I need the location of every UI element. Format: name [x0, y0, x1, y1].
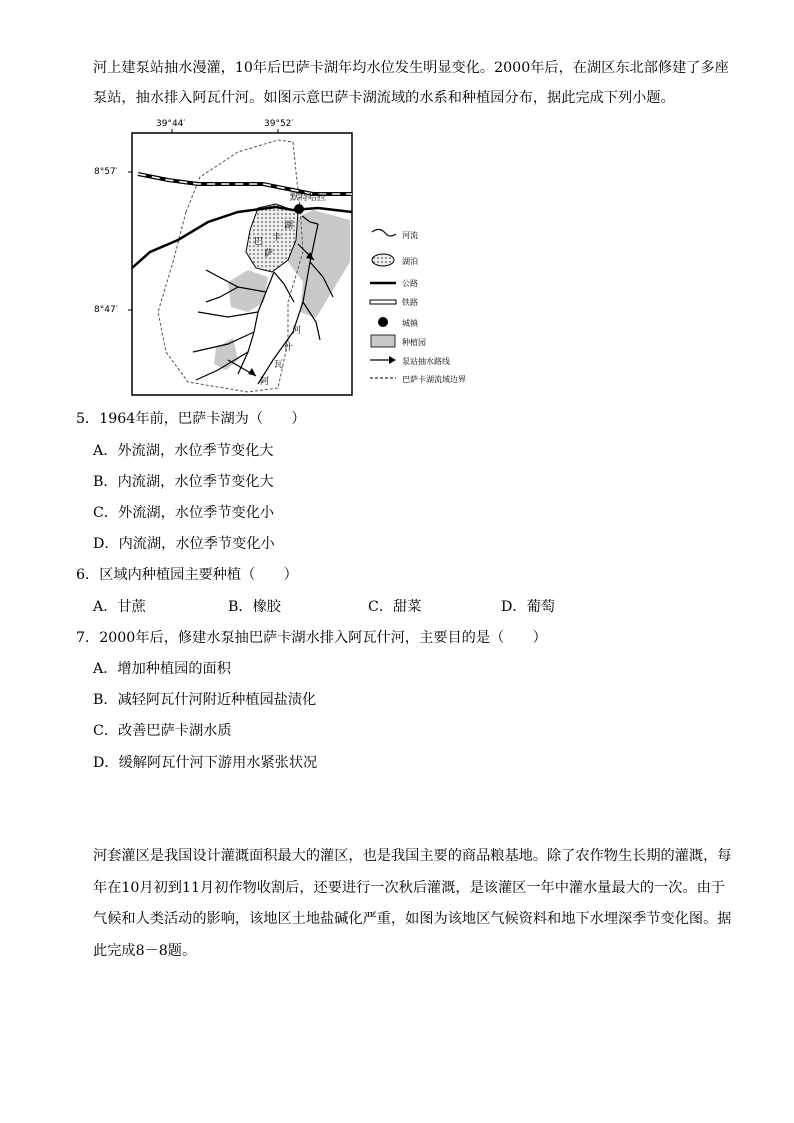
legend-town: 城镇: [402, 319, 418, 328]
coord-lat1: 8°57′: [94, 167, 118, 177]
legend-plantation-symbol: [371, 335, 395, 347]
q5-option-d[interactable]: D．内流湖，水位季节变化小: [93, 536, 275, 552]
legend-rail-symbol: [370, 300, 396, 304]
lake-label-1: 巴: [254, 237, 264, 247]
town-marker: [294, 204, 304, 214]
legend-plantation: 种植园: [402, 338, 426, 347]
river-label-1: 河: [292, 326, 302, 336]
legend-rail: 铁路: [402, 298, 418, 307]
legend-lake-symbol: [372, 254, 394, 266]
intro-line-2: 泵站，抽水排入阿瓦什河。如图示意巴萨卡湖流域的水系和种植园分布，据此完成下列小题。: [93, 90, 675, 106]
river-label-4: 阿: [260, 377, 270, 387]
q5-option-c[interactable]: C．外流湖，水位季节变化小: [93, 505, 275, 521]
lake-label-2: 萨: [264, 249, 274, 259]
passage2-line-3: 气候和人类活动的影响，该地区土地盐碱化严重，如图为该地区气候资料和地下水埋深季节变化图。据: [93, 911, 732, 927]
legend-town-symbol: [378, 317, 388, 327]
town-label: 默特哈拉: [290, 193, 327, 203]
q7-option-b[interactable]: B．减轻阿瓦什河附近种植园盐渍化: [93, 692, 317, 708]
legend-lake: 湖泊: [402, 257, 418, 266]
passage2-line-1: 河套灌区是我国设计灌溉面积最大的灌区，也是我国主要的商品粮基地。除了农作物生长期的灌溉，每: [93, 848, 732, 864]
q7-stem: 7．2000年后，修建水泵抽巴萨卡湖水排入阿瓦什河，主要目的是（ ）: [76, 630, 547, 646]
coord-lon2: 39°52′: [264, 119, 294, 129]
lake-label-3: 卡: [272, 233, 282, 243]
coord-lat2: 8°47′: [94, 305, 118, 315]
q5-option-b[interactable]: B．内流湖，水位季节变化大: [93, 474, 274, 490]
legend-river-symbol: [372, 229, 396, 236]
legend: [370, 229, 466, 384]
legend-river: 河流: [402, 231, 418, 240]
q7-option-c[interactable]: C．改善巴萨卡湖水质: [93, 723, 232, 739]
legend-pump: 泵站抽水路线: [402, 357, 450, 366]
q6-option-d[interactable]: D．葡萄: [501, 599, 555, 615]
q5-option-a[interactable]: A．外流湖，水位季节变化大: [93, 443, 274, 459]
basaka-lake-map: [88, 112, 508, 397]
q6-stem: 6．区域内种植园主要种植（ ）: [76, 567, 298, 583]
q6-option-b[interactable]: B．橡胶: [228, 599, 281, 615]
q7-option-d[interactable]: D．缓解阿瓦什河下游用水紧张状况: [93, 755, 318, 771]
legend-pump-arrow: [389, 356, 396, 364]
q6-option-c[interactable]: C．甜菜: [368, 599, 422, 615]
lake-label-4: 湖: [284, 221, 294, 231]
river-label-3: 瓦: [274, 360, 284, 370]
q7-option-a[interactable]: A．增加种植园的面积: [93, 661, 231, 677]
q6-option-a[interactable]: A．甘蔗: [93, 599, 146, 615]
river-label-2: 什: [284, 343, 294, 353]
passage2-line-2: 年在10月初到11月初作物收割后，还要进行一次秋后灌溉，是该灌区一年中灌水量最大的一次。由于: [93, 880, 725, 896]
passage2-line-4: 此完成8－8题。: [93, 943, 197, 959]
intro-line-1: 河上建泵站抽水漫灌，10年后巴萨卡湖年均水位发生明显变化。2000年后，在湖区东北部修建了多座: [93, 60, 729, 76]
q5-stem: 5．1964年前，巴萨卡湖为（ ）: [76, 411, 306, 427]
coord-lon1: 39°44′: [156, 119, 186, 129]
legend-boundary: 巴萨卡湖流域边界: [402, 375, 466, 384]
legend-road: 公路: [402, 279, 418, 288]
